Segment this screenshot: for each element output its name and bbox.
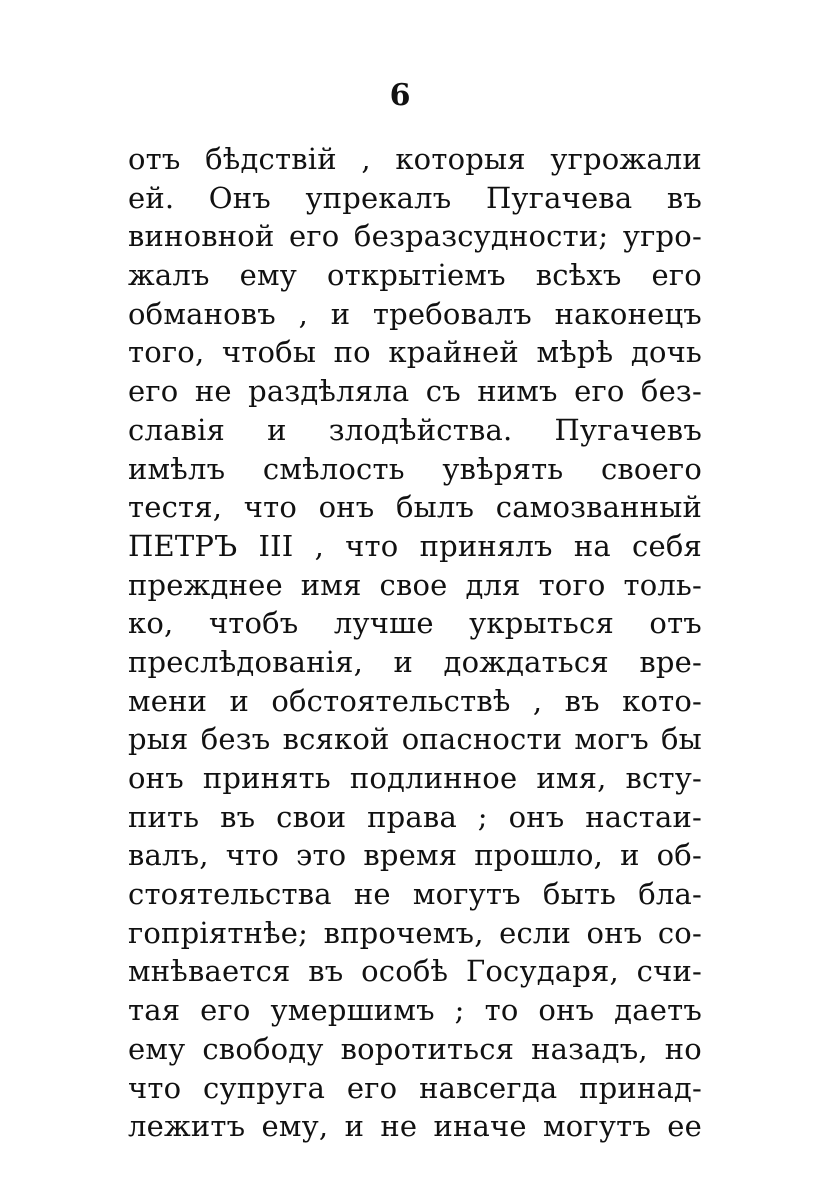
text-line-15 (128, 682, 702, 721)
word: , (361, 142, 371, 176)
word: ему (239, 258, 297, 293)
word: былъ (395, 490, 475, 525)
word: навсегда (419, 1070, 558, 1105)
word: безразсудности; (353, 219, 609, 254)
text-line-22 (128, 952, 702, 991)
word: нимъ (477, 374, 558, 409)
word: настаи- (585, 799, 702, 834)
word: угрожали (550, 142, 702, 176)
word: стоятельства (128, 877, 332, 912)
word: имя (300, 567, 362, 602)
word: принялъ (419, 528, 553, 563)
word: съ (425, 374, 461, 409)
word: ко, (128, 606, 174, 641)
word: прежднее (128, 567, 283, 602)
text-line-12 (128, 566, 702, 605)
word: угро- (622, 219, 702, 254)
word: время (363, 838, 458, 873)
word: и (344, 1109, 365, 1144)
word: самозванный (495, 490, 702, 525)
word: въ (308, 954, 344, 989)
word: не (194, 374, 232, 409)
word: валъ, (128, 838, 209, 873)
word: ПЕТРЪ (128, 528, 238, 563)
word: опасности (401, 722, 563, 757)
word: если (499, 915, 572, 950)
text-line-7 (128, 372, 702, 411)
word: и (229, 683, 250, 718)
word: об- (656, 838, 702, 873)
word: и (330, 296, 351, 331)
word: въ (666, 180, 702, 215)
word: онъ (318, 490, 375, 525)
word: укрыться (469, 606, 614, 641)
word: смѣлость (262, 451, 405, 486)
word: своего (600, 451, 702, 486)
text-line-25 (128, 1069, 702, 1108)
word: и (393, 644, 414, 679)
word: Государя, (465, 954, 619, 989)
word: что (225, 838, 279, 873)
word: пить (128, 799, 200, 834)
word: кото- (622, 683, 702, 718)
word: то (484, 993, 519, 1028)
word: бы (661, 722, 702, 757)
word: всякой (282, 722, 390, 757)
text-line-10 (128, 488, 702, 527)
word: свои (276, 799, 347, 834)
word: его (346, 1070, 398, 1105)
text-line-4 (128, 256, 702, 295)
word: его (651, 258, 702, 293)
word: III (258, 528, 294, 563)
text-line-3 (128, 217, 702, 256)
text-line-8 (128, 411, 702, 450)
word: которыя (395, 142, 526, 176)
word: свободу (202, 1031, 324, 1066)
word: жалъ (128, 258, 210, 293)
word: всту- (625, 761, 702, 795)
word: гопріятнѣе; (128, 915, 309, 950)
text-line-20 (128, 875, 702, 914)
text-line-2 (128, 179, 702, 218)
word: ; (454, 993, 465, 1028)
word: , (314, 528, 325, 563)
word: бла- (638, 877, 702, 912)
body-text (128, 140, 702, 1146)
word: что (128, 1070, 182, 1105)
word: наконецъ (554, 296, 702, 331)
word: имя, (536, 761, 607, 795)
word: ему (128, 1031, 186, 1066)
word: рыя (128, 722, 189, 757)
word: что (243, 490, 298, 525)
word: мени (128, 683, 208, 718)
word: ей. (128, 180, 175, 215)
word: его (128, 374, 179, 409)
text-line-21 (128, 914, 702, 953)
word: свое (379, 567, 448, 602)
word: что (345, 528, 399, 563)
word: на (573, 528, 611, 563)
word: того (538, 567, 606, 602)
word: могутъ (412, 877, 521, 912)
word: имѣлъ (128, 451, 226, 486)
word: особѣ (361, 954, 449, 989)
word: толь- (623, 567, 702, 602)
word: подлинное (349, 761, 518, 795)
word: отъ (128, 142, 181, 176)
word: Пугачевъ (554, 412, 702, 447)
word: могутъ (543, 1109, 651, 1144)
text-line-14 (128, 643, 702, 682)
word: счи- (636, 954, 702, 989)
text-line-1 (128, 140, 702, 179)
word: онъ (586, 915, 643, 950)
text-line-24 (128, 1030, 702, 1069)
text-line-18 (128, 798, 702, 837)
text-line-23 (128, 991, 702, 1030)
word: тая (128, 993, 181, 1028)
word: иначе (433, 1109, 527, 1144)
text-line-5 (128, 295, 702, 334)
word: безъ (200, 722, 271, 757)
word: злодѣйства. (328, 412, 513, 447)
word: без- (640, 374, 702, 409)
word: того, (128, 335, 205, 370)
word: требовалъ (372, 296, 532, 331)
word: онъ (508, 799, 565, 834)
page-number: 6 (389, 78, 411, 113)
word: мнѣвается (128, 954, 291, 989)
word: въ (220, 799, 256, 834)
word: обстоятельствѣ (271, 683, 511, 718)
word: не (380, 1109, 418, 1144)
word: его (574, 374, 625, 409)
word: открытіемъ (326, 258, 506, 293)
word: прошло, (474, 838, 604, 873)
word: упрекалъ (305, 180, 452, 215)
word: бѣдствій (205, 142, 337, 176)
text-line-17 (128, 759, 702, 798)
word: воротиться (340, 1031, 515, 1066)
word: и (620, 838, 640, 873)
word: виновной (128, 219, 275, 254)
word: со- (657, 915, 702, 950)
word: для (465, 567, 521, 602)
text-line-19 (128, 836, 702, 875)
word: ; (477, 799, 488, 834)
word: но (664, 1031, 702, 1066)
word: мѣрѣ (536, 335, 614, 370)
word: увѣрять (442, 451, 564, 486)
word: раздѣляла (248, 374, 410, 409)
word: быть (542, 877, 617, 912)
word: себя (632, 528, 702, 563)
text-line-13 (128, 604, 702, 643)
word: лежитъ (128, 1109, 246, 1144)
word: его (289, 219, 340, 254)
word: это (296, 838, 347, 873)
word: въ (564, 683, 600, 718)
word: Пугачева (485, 180, 633, 215)
word: тестя, (128, 490, 223, 525)
word: обмановъ (128, 296, 276, 331)
word: , (298, 296, 309, 331)
text-line-11 (128, 527, 702, 566)
word: онъ (128, 761, 184, 795)
word: лучше (333, 606, 434, 641)
word: преслѣдованія, (128, 644, 364, 679)
word: Онъ (208, 180, 271, 215)
word: супруга (203, 1070, 326, 1105)
word: всѣхъ (535, 258, 622, 293)
text-line-16 (128, 720, 702, 759)
word: умершимъ (270, 993, 435, 1028)
word: не (353, 877, 391, 912)
word: ему, (261, 1109, 329, 1144)
text-line-6 (128, 333, 702, 372)
text-line-26 (128, 1107, 702, 1146)
word: могъ (574, 722, 649, 757)
word: его (200, 993, 251, 1028)
word: славія (128, 412, 226, 447)
word: впрочемъ, (323, 915, 484, 950)
word: права (367, 799, 457, 834)
word: чтобъ (208, 606, 299, 641)
word: назадъ, (531, 1031, 648, 1066)
word: ее (667, 1109, 702, 1144)
word: чтобы (221, 335, 317, 370)
word: и (267, 412, 287, 447)
word: принад- (579, 1070, 702, 1105)
word: дождаться (443, 644, 609, 679)
word: отъ (649, 606, 702, 641)
word: онъ (538, 993, 595, 1028)
word: крайней (388, 335, 519, 370)
word: даетъ (614, 993, 702, 1028)
word: дочь (630, 335, 702, 370)
text-line-9 (128, 450, 702, 489)
word: по (333, 335, 371, 370)
word: принять (202, 761, 331, 795)
word: , (532, 683, 543, 718)
word: вре- (639, 644, 702, 679)
